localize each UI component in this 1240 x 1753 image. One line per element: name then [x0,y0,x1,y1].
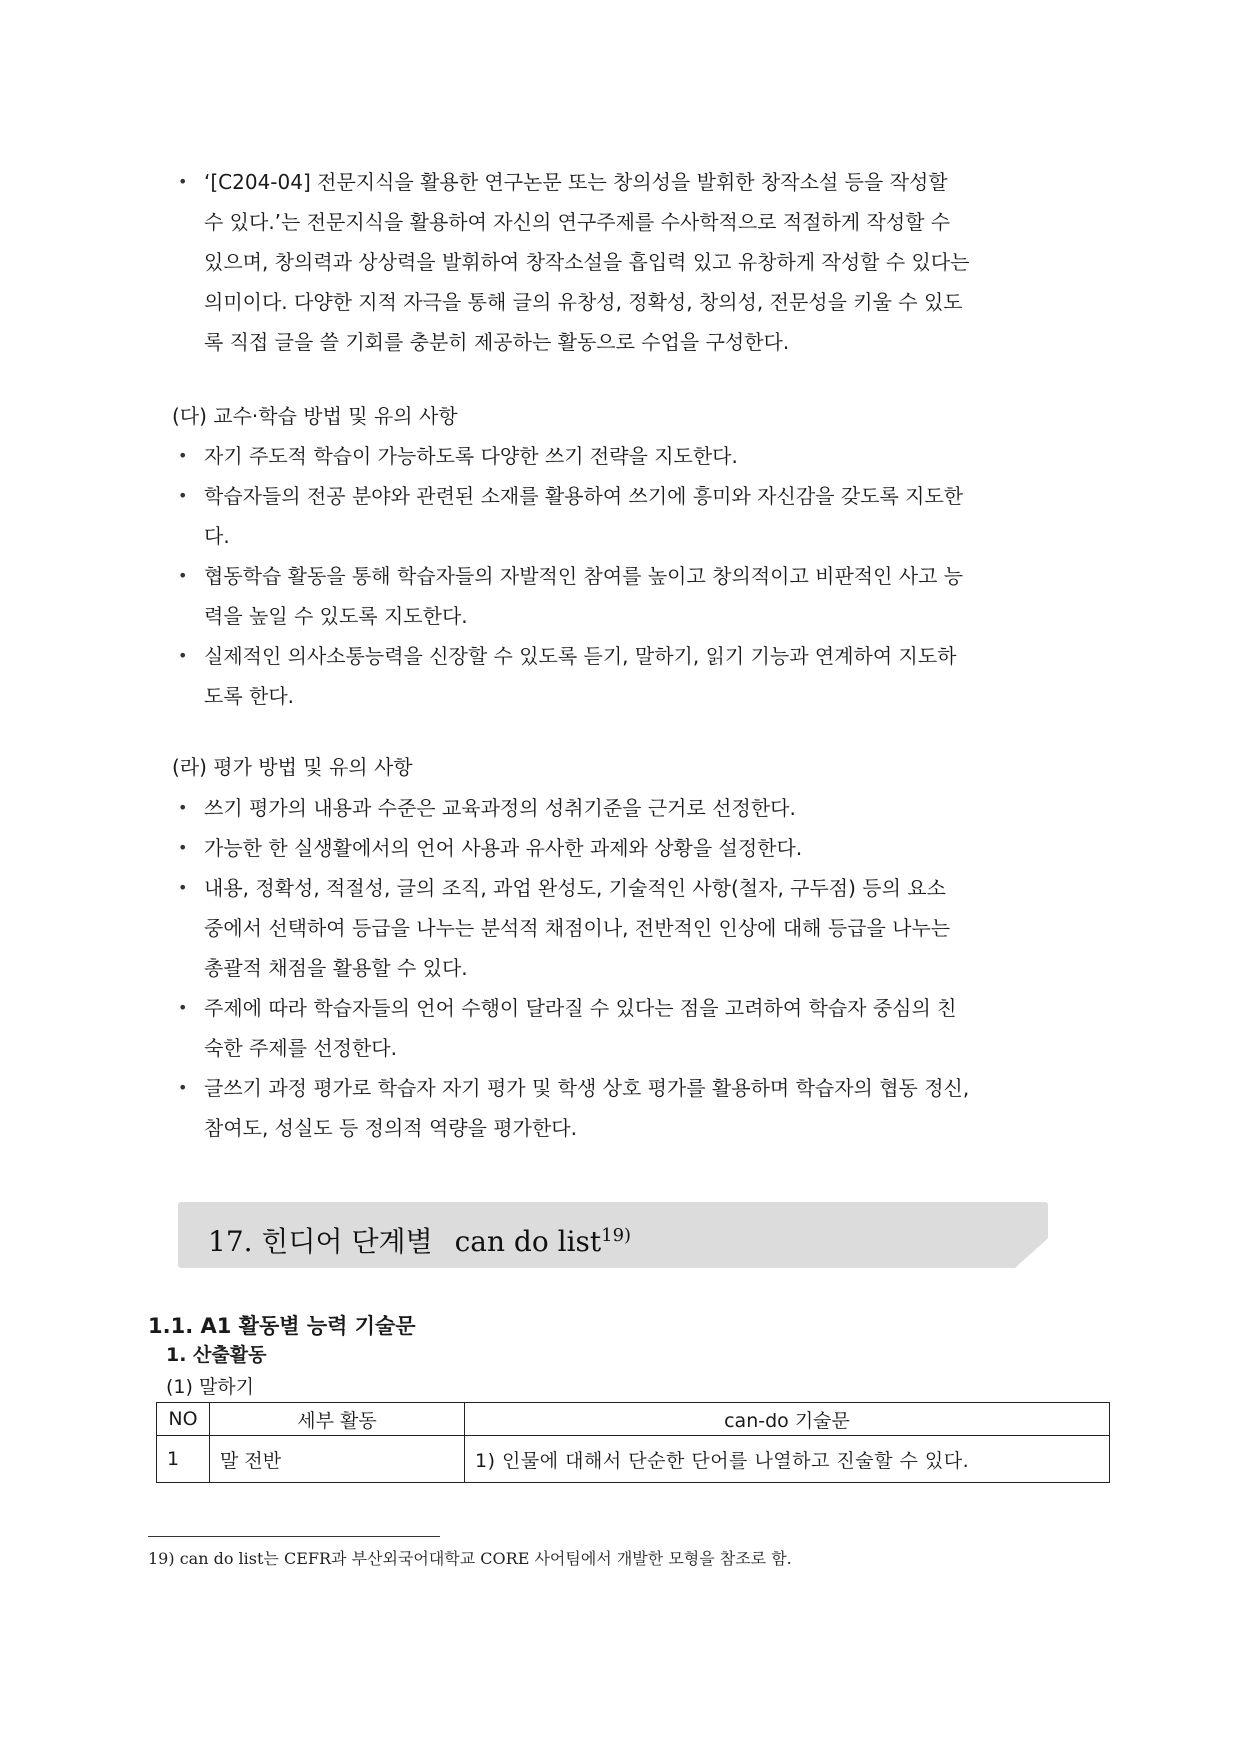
section-d-list [178,788,1098,1148]
list-item-line: 다. [204,524,230,548]
list-item-line: 총괄적 채점을 활용할 수 있다. [204,956,468,980]
footnote-rule [148,1536,440,1537]
bullet-dot: • [178,838,188,857]
bullet-dot: • [178,172,188,191]
list-item [178,556,1098,636]
intro-bullet-line: ‘[C204-04] 전문지식을 활용한 연구논문 또는 창의성을 발휘한 창작소설 등을 작성할 [204,170,948,194]
bullet-dot: • [178,486,188,505]
footnote: 19) can do list는 CEFR과 부산외국어대학교 CORE 사어팀에서 개발한 모형을 참조로 함. [148,1549,792,1568]
intro-bullet-line: 있으며, 창의력과 상상력을 발휘하여 창작소설을 흡입력 있고 유창하게 작성할 수 있다는 [204,250,970,274]
list-item [178,636,1098,716]
section-d-heading: (라) 평가 방법 및 유의 사항 [172,755,413,779]
bullet-dot: • [178,446,188,465]
list-item-line: 숙한 주제를 선정한다. [204,1036,397,1060]
table-cell-cando: 1) 인물에 대해서 단순한 단어를 나열하고 진술할 수 있다. [465,1436,1110,1483]
chapter-title [208,1211,631,1261]
bullet-dot: • [178,1078,188,1097]
list-item [178,476,1098,556]
section-c-heading: (다) 교수·학습 방법 및 유의 사항 [172,404,458,428]
list-item-line: 협동학습 활동을 통해 학습자들의 자발적인 참여를 높이고 창의적이고 비판적인 사고 능 [204,564,964,588]
intro-bullet-line: 수 있다.’는 전문지식을 활용하여 자신의 연구주제를 수사학적으로 적절하게 작성할 수 [204,210,951,234]
table-header-row [157,1403,1110,1436]
list-item-line: 실제적인 의사소통능력을 신장할 수 있도록 듣기, 말하기, 읽기 기능과 연계하여 지도하 [204,644,957,668]
section-subtitle: 1. 산출활동 [166,1344,267,1366]
list-item-line: 가능한 한 실생활에서의 언어 사용과 유사한 과제와 상황을 설정한다. [204,836,803,860]
table-header-no: NO [157,1403,210,1436]
bullet-dot: • [178,998,188,1017]
list-item-line: 자기 주도적 학습이 가능하도록 다양한 쓰기 전략을 지도한다. [204,444,738,468]
list-item [178,1068,1098,1148]
list-item-line: 쓰기 평가의 내용과 수준은 교육과정의 성취기준을 근거로 선정한다. [204,796,796,820]
footnote-ref[interactable]: 19) [601,1225,632,1246]
list-item-line: 주제에 따라 학습자들의 언어 수행이 달라질 수 있다는 점을 고려하여 학습자 중심의 친 [204,996,957,1020]
section-c-list [178,436,1098,716]
table-cell-activity: 말 전반 [210,1436,465,1483]
list-item-line: 력을 높일 수 있도록 지도한다. [204,604,468,628]
intro-bullet-line: 록 직접 글을 쓸 기회를 충분히 제공하는 활동으로 수업을 구성한다. [204,330,790,354]
list-item [178,988,1098,1068]
chapter-title-prefix: 17. 힌디어 단계별 [208,1225,433,1258]
bullet-dot: • [178,798,188,817]
table-header-cando: can-do 기술문 [465,1403,1110,1436]
list-item [178,436,1098,476]
list-item-line: 참여도, 성실도 등 정의적 역량을 평가한다. [204,1116,577,1140]
bullet-dot: • [178,878,188,897]
bullet-dot: • [178,566,188,585]
intro-bullet-block [178,162,1098,362]
table-header-activity: 세부 활동 [210,1403,465,1436]
list-item-line: 중에서 선택하여 등급을 나누는 분석적 채점이나, 전반적인 인상에 대해 등급을 나누는 [204,916,951,940]
list-item [178,868,1098,988]
bullet-dot: • [178,646,188,665]
list-item-line: 도록 한다. [204,684,294,708]
chapter-title-suffix: can do list [454,1225,602,1258]
section-title: 1.1. A1 활동별 능력 기술문 [148,1314,416,1338]
table-row [157,1436,1110,1483]
list-item [178,788,1098,828]
section-subsubtitle: (1) 말하기 [166,1376,255,1398]
list-item-line: 글쓰기 과정 평가로 학습자 자기 평가 및 학생 상호 평가를 활용하며 학습자의 협동 정신, [204,1076,970,1100]
intro-bullet-line: 의미이다. 다양한 지적 자극을 통해 글의 유창성, 정확성, 창의성, 전문성을 키울 수 있도 [204,290,963,314]
list-item-line: 내용, 정확성, 적절성, 글의 조직, 과업 완성도, 기술적인 사항(철자, 구두점) 등의 요소 [204,876,946,900]
list-item-line: 학습자들의 전공 분야와 관련된 소재를 활용하여 쓰기에 흥미와 자신감을 갖도록 지도한 [204,484,964,508]
table-cell-no: 1 [157,1436,210,1483]
can-do-table [156,1402,1110,1483]
intro-bullet [178,162,1098,362]
list-item [178,828,1098,868]
